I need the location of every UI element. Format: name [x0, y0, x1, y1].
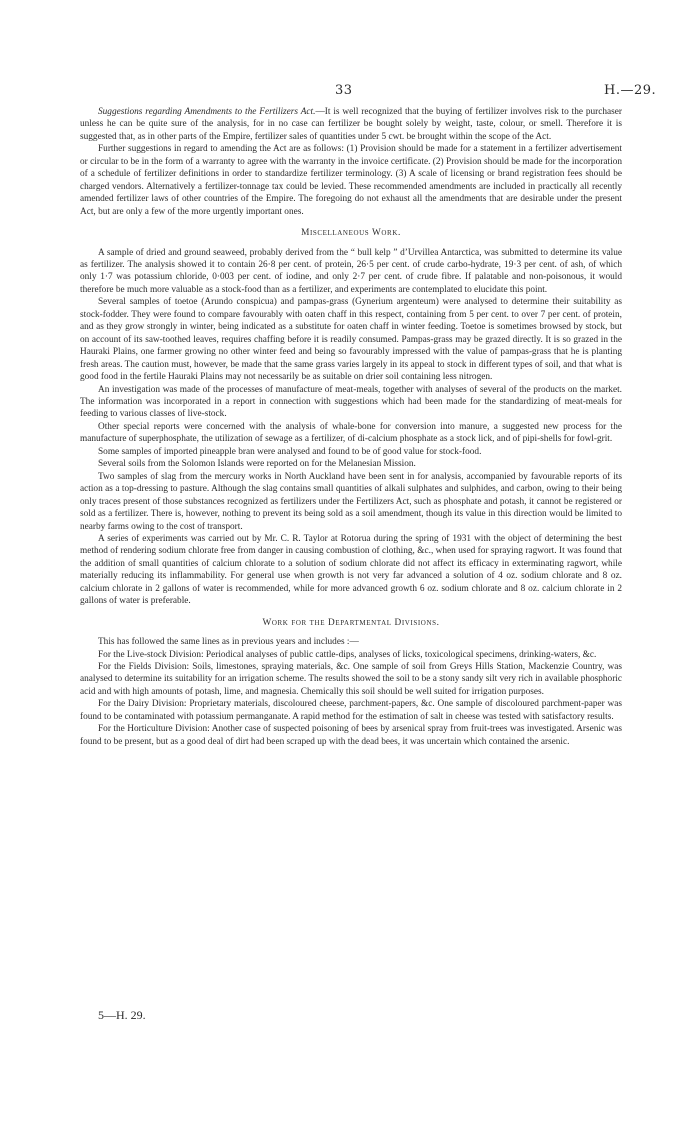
paragraph-text: For the Fields Division: Soils, limestones, spraying materials, &c. One sample of soil from Greys Hills Station, Mackenzie Country, was analysed to determine its suitability for an irrigation scheme. The results showed the soil to be a stony sandy silt very rich in available phosphoric acid and with high amounts of potash, lime, and magnesia. Chemically this soil should be well suited for irrigation purposes.	[80, 662, 622, 697]
body-paragraph	[80, 698, 622, 723]
paragraph-text: Further suggestions in regard to amending the Act are as follows: (1) Provision should be made for a statement in a fertilizer advertisement or circular to be in the form of a warranty to agree with the warranty in the invoice certificate. (2) Provision should be made for the incorporation of a schedule of fertilizer definitions in order to standardize fertilizer terminology. (3) A scale of licensing or brand registration fees should be charged vendors. Alternatively a fertilizer-tonnage tax could be levied. These recommended amendments are included in practically all recently amended fertilizer laws of other countries of the Empire. The foregoing do not exhaust all the amendments that are desirable under the present Act, but are only a few of the more urgently important ones.	[80, 144, 622, 217]
section-heading: Work for the Departmental Divisions.	[262, 617, 440, 628]
body-paragraph	[80, 143, 622, 218]
paragraph-text: This has followed the same lines as in previous years and includes :—	[98, 637, 359, 648]
body-paragraph	[80, 446, 622, 458]
paragraph-text: A sample of dried and ground seaweed, probably derived from the “ bull kelp ” d’Urvillea Antarctica, was submitted to determine its value as fertilizer. The analysis showed it to contain 26·8 per cent. of protein, 26·5 per cent. of crude carbo-hydrate, 19·3 per cent. of ash, of which only 1·7 was potassium chloride, 0·003 per cent. of iodine, and only 2·7 per cent. of crude fibre. If palatable and non-poisonous, it would therefore be much more valuable as a stock-food than as a fertilizer, and experiments are contemplated to elucidate this point.	[80, 247, 622, 295]
paragraph-text: Several soils from the Solomon Islands were reported on for the Melanesian Mission.	[98, 459, 416, 470]
body-paragraph	[80, 649, 622, 661]
body-paragraph	[80, 533, 622, 608]
body-paragraph	[80, 723, 622, 748]
paragraph-text: Other special reports were concerned with the analysis of whale-bone for conversion into manure, a suggested new process for the manufacture of superphosphate, the utilization of sewage as a fertilizer, of di-calcium phosphate as a stock lick, and of pipi-shells for fowl-grit.	[80, 421, 622, 445]
paragraph-text: For the Horticulture Division: Another case of suspected poisoning of bees by arsenical spray from fruit-trees was investigated. Arsenic was found to be present, but as a good deal of dirt had been scraped up with the dead bees, it was uncertain which contained the arsenic.	[80, 724, 622, 747]
body-paragraph	[80, 106, 622, 143]
page-number: 33	[335, 83, 353, 98]
body-paragraph	[80, 421, 622, 446]
body-paragraph	[80, 636, 622, 648]
body-paragraph	[80, 384, 622, 421]
paragraph-text: A series of experiments was carried out by Mr. C. R. Taylor at Rotorua during the spring of 1931 with the object of determining the best method of rendering sodium chlorate free from danger in causing combustion of clothing, &c., when used for spraying ragwort. It was found that the addition of small quantities of calcium chlorate to a solution of sodium chlorate did not affect its efficacy in exterminating ragwort, while materially reducing its inflammability. For general use when growth is not very far advanced a solution of 4 oz. sodium chlorate and 8 oz. calcium chlorate in 2 gallons of water is recommended, while for more advanced growth 6 oz. sodium chlorate and 8 oz. calcium chlorate in 2 gallons of water is preferable.	[80, 533, 622, 607]
section-heading: Miscellaneous Work.	[301, 228, 401, 239]
paragraph-text: Some samples of imported pineapple bran were analysed and found to be of good value for stock-food.	[98, 446, 482, 457]
paragraph-text: For the Live-stock Division: Periodical analyses of public cattle-dips, analyses of licks, toxicological specimens, drinking-waters, &c.	[98, 649, 597, 660]
paragraph-text: Two samples of slag from the mercury works in North Auckland have been sent in for analysis, accompanied by favourable reports of its action as a top-dressing to pasture. Although the slag contains small quantities of alkali sulphates and sulphides, and carbon, owing to their being only traces present of those substances recognized as fertilizers under the Fertilizers Act, such as phosphate and potash, it cannot be registered or sold as a fertilizer. There is, however, nothing to prevent its being sold as a soil amendment, though its value in this direction would be limited to nearby farms owing to the cost of transport.	[80, 471, 622, 532]
printer-signature: 5—H. 29.	[98, 1008, 146, 1022]
paragraph-text: An investigation was made of the processes of manufacture of meat-meals, together with analyses of several of the products on the market. The information was incorporated in a report in connection with suggestions which had been made for the standardizing of meat-meals for feeding to various classes of live-stock.	[80, 384, 622, 420]
body-paragraph	[80, 296, 622, 383]
document-reference: H.—29.	[604, 83, 657, 98]
body-paragraph	[80, 661, 622, 698]
body-paragraph	[80, 458, 622, 470]
paragraph-text: For the Dairy Division: Proprietary materials, discoloured cheese, parchment-papers, &c. One sample of discoloured parchment-paper was found to be contaminated with potassium permanganate. A rapid method for the estimation of salt in cheese was tested with satisfactory results.	[80, 699, 622, 722]
body-paragraph	[80, 247, 622, 297]
document-body	[80, 106, 622, 748]
paragraph-text: Several samples of toetoe (Arundo conspicua) and pampas-grass (Gynerium argenteum) were analysed to determine their suitability as stock-fodder. They were found to compare favourably with oaten chaff in this respect, containing from 5 per cent. to over 7 per cent. of protein, and as they grow strongly in winter, being indicated as a substitute for oaten chaff in winter feeding. Toetoe is sometimes browsed by stock, but on account of its saw-toothed leaves, requires chaffing before it is readily consumed. Pampas-grass may be grazed directly. It is so grazed in the Hauraki Plains, one farmer growing no other winter feed and being so favourably impressed with the value of pampas-grass that he is planting fresh areas. The caution must, however, be made that the same grass varies largely in its appeal to stock in different types of soil, and that what is good food in the fertile Hauraki Plains may not necessarily be as suitable on drier soil containing less nitrogen.	[80, 297, 622, 383]
paragraph-lead: Suggestions regarding Amendments to the Fertilizers Act.	[98, 107, 316, 117]
paragraph-text: —It is well recognized that the buying of fertilizer involves risk to the purchaser unless he can be quite sure of the analysis, for in no case can fertilizer be bought solely by weight, taste, colour, or smell. Therefore it is suggested that, as in other parts of the Empire, fertilizer sales of quantities under 5 cwt. be brought within the scope of the Act.	[80, 107, 622, 142]
body-paragraph	[80, 471, 622, 533]
